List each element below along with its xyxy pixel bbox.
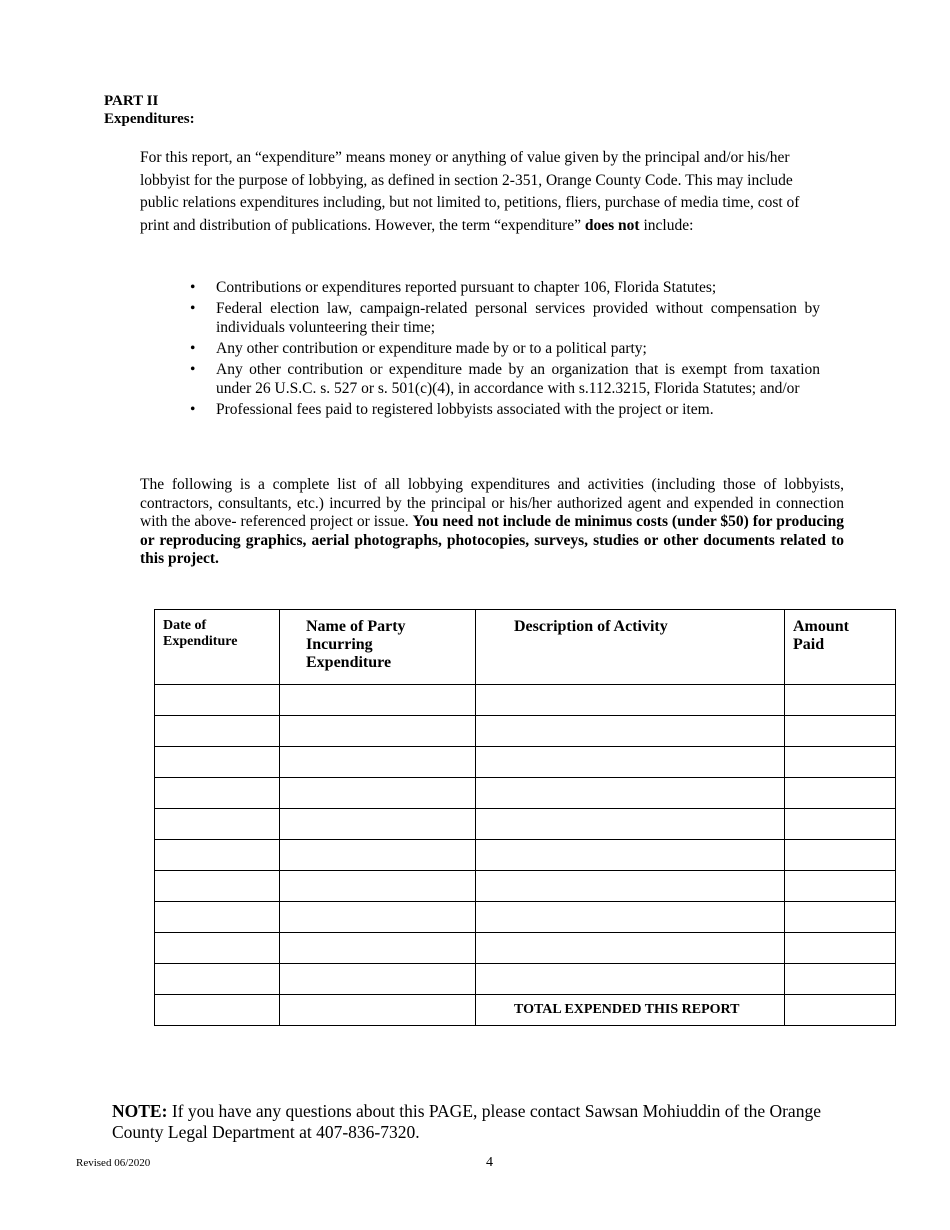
header-description: Description of Activity xyxy=(476,610,785,685)
amount-cell[interactable] xyxy=(785,778,896,809)
date-cell[interactable] xyxy=(155,778,280,809)
description-cell[interactable] xyxy=(476,871,785,902)
amount-cell[interactable] xyxy=(785,809,896,840)
table-row xyxy=(155,778,896,809)
table-row xyxy=(155,747,896,778)
instructions-text: The following is a complete list of all lobbying expenditures and activities (including those of lobbyists, contractors, consultants, etc.) incurred by the principal or his/her authorized agent and expended in connection with the above- referenced project or issue. xyxy=(140,476,844,530)
instructions-paragraph xyxy=(140,476,844,569)
total-amount-cell[interactable] xyxy=(785,995,896,1026)
party-cell[interactable] xyxy=(280,902,476,933)
party-cell[interactable] xyxy=(280,747,476,778)
bullet-icon: • xyxy=(190,279,196,296)
amount-cell[interactable] xyxy=(785,871,896,902)
note-text: If you have any questions about this PAGE, please contact Sawsan Mohiuddin of the Orange County Legal Department at 407-836-7320. xyxy=(112,1101,821,1142)
total-empty-cell xyxy=(280,995,476,1026)
date-cell[interactable] xyxy=(155,716,280,747)
page-number: 4 xyxy=(486,1155,493,1170)
table-row xyxy=(155,933,896,964)
party-cell[interactable] xyxy=(280,778,476,809)
note-label: NOTE: xyxy=(112,1101,168,1121)
date-cell[interactable] xyxy=(155,964,280,995)
intro-text: For this report, an “expenditure” means money or anything of value given by the principal and/or his/her lobbyist for the purpose of lobbying, as defined in section 2-351, Orange County Code. This may include public relations expenditures including, but not limited to, petitions, fliers, purchase of media time, cost of print and distribution of publications. However, the term “expenditure” xyxy=(140,149,800,234)
intro-text-end: include: xyxy=(639,216,694,234)
total-label: TOTAL EXPENDED THIS REPORT xyxy=(476,995,785,1026)
table-row xyxy=(155,871,896,902)
table-row xyxy=(155,902,896,933)
description-cell[interactable] xyxy=(476,840,785,871)
amount-cell[interactable] xyxy=(785,964,896,995)
date-cell[interactable] xyxy=(155,902,280,933)
amount-cell[interactable] xyxy=(785,840,896,871)
date-cell[interactable] xyxy=(155,809,280,840)
description-cell[interactable] xyxy=(476,902,785,933)
part-label: PART II xyxy=(104,93,159,109)
party-cell[interactable] xyxy=(280,871,476,902)
table-row xyxy=(155,809,896,840)
part-heading xyxy=(104,92,195,128)
header-date: Date of Expenditure xyxy=(155,610,280,685)
section-title: Expenditures: xyxy=(104,111,195,127)
party-cell[interactable] xyxy=(280,964,476,995)
list-item: • Any other contribution or expenditure made by an organization that is exempt from taxation under 26 U.S.C. s. 527 or s. 501(c)(4), in accordance with s.112.3215, Florida Statutes; and/or xyxy=(190,361,820,397)
date-cell[interactable] xyxy=(155,871,280,902)
description-cell[interactable] xyxy=(476,809,785,840)
date-cell[interactable] xyxy=(155,685,280,716)
amount-cell[interactable] xyxy=(785,716,896,747)
party-cell[interactable] xyxy=(280,685,476,716)
amount-cell[interactable] xyxy=(785,747,896,778)
date-cell[interactable] xyxy=(155,840,280,871)
table-row xyxy=(155,685,896,716)
date-cell[interactable] xyxy=(155,933,280,964)
description-cell[interactable] xyxy=(476,747,785,778)
instructions-bold: You need not include de minimus costs (under $50) for producing or reproducing graphics, aerial photographs, photocopies, surveys, studies or other documents related to this project. xyxy=(140,513,844,567)
amount-cell[interactable] xyxy=(785,902,896,933)
bullet-icon: • xyxy=(190,300,196,317)
table-header-row xyxy=(155,610,896,685)
contact-note xyxy=(112,1101,832,1143)
list-item: • Federal election law, campaign-related personal services provided without compensation by individuals volunteering their time; xyxy=(190,300,820,336)
total-empty-cell xyxy=(155,995,280,1026)
list-item: • Any other contribution or expenditure made by or to a political party; xyxy=(190,340,647,357)
bullet-icon: • xyxy=(190,340,196,357)
bullet-icon: • xyxy=(190,401,196,418)
description-cell[interactable] xyxy=(476,716,785,747)
description-cell[interactable] xyxy=(476,778,785,809)
header-party: Name of Party Incurring Expenditure xyxy=(280,610,476,685)
header-amount: Amount Paid xyxy=(785,610,896,685)
party-cell[interactable] xyxy=(280,933,476,964)
description-cell[interactable] xyxy=(476,685,785,716)
intro-bold: does not xyxy=(584,216,640,234)
list-item: • Professional fees paid to registered lobbyists associated with the project or item. xyxy=(190,401,714,418)
expenditure-definition xyxy=(140,147,825,237)
party-cell[interactable] xyxy=(280,716,476,747)
description-cell[interactable] xyxy=(476,964,785,995)
party-cell[interactable] xyxy=(280,809,476,840)
description-cell[interactable] xyxy=(476,933,785,964)
exclusions-list xyxy=(190,278,820,421)
party-cell[interactable] xyxy=(280,840,476,871)
table-row xyxy=(155,964,896,995)
table-row xyxy=(155,840,896,871)
bullet-icon: • xyxy=(190,361,196,378)
revision-date: Revised 06/2020 xyxy=(76,1157,151,1169)
amount-cell[interactable] xyxy=(785,685,896,716)
total-row xyxy=(155,995,896,1026)
amount-cell[interactable] xyxy=(785,933,896,964)
list-item: • Contributions or expenditures reported pursuant to chapter 106, Florida Statutes; xyxy=(190,279,717,296)
table-row xyxy=(155,716,896,747)
date-cell[interactable] xyxy=(155,747,280,778)
expenditures-table xyxy=(154,609,896,1026)
